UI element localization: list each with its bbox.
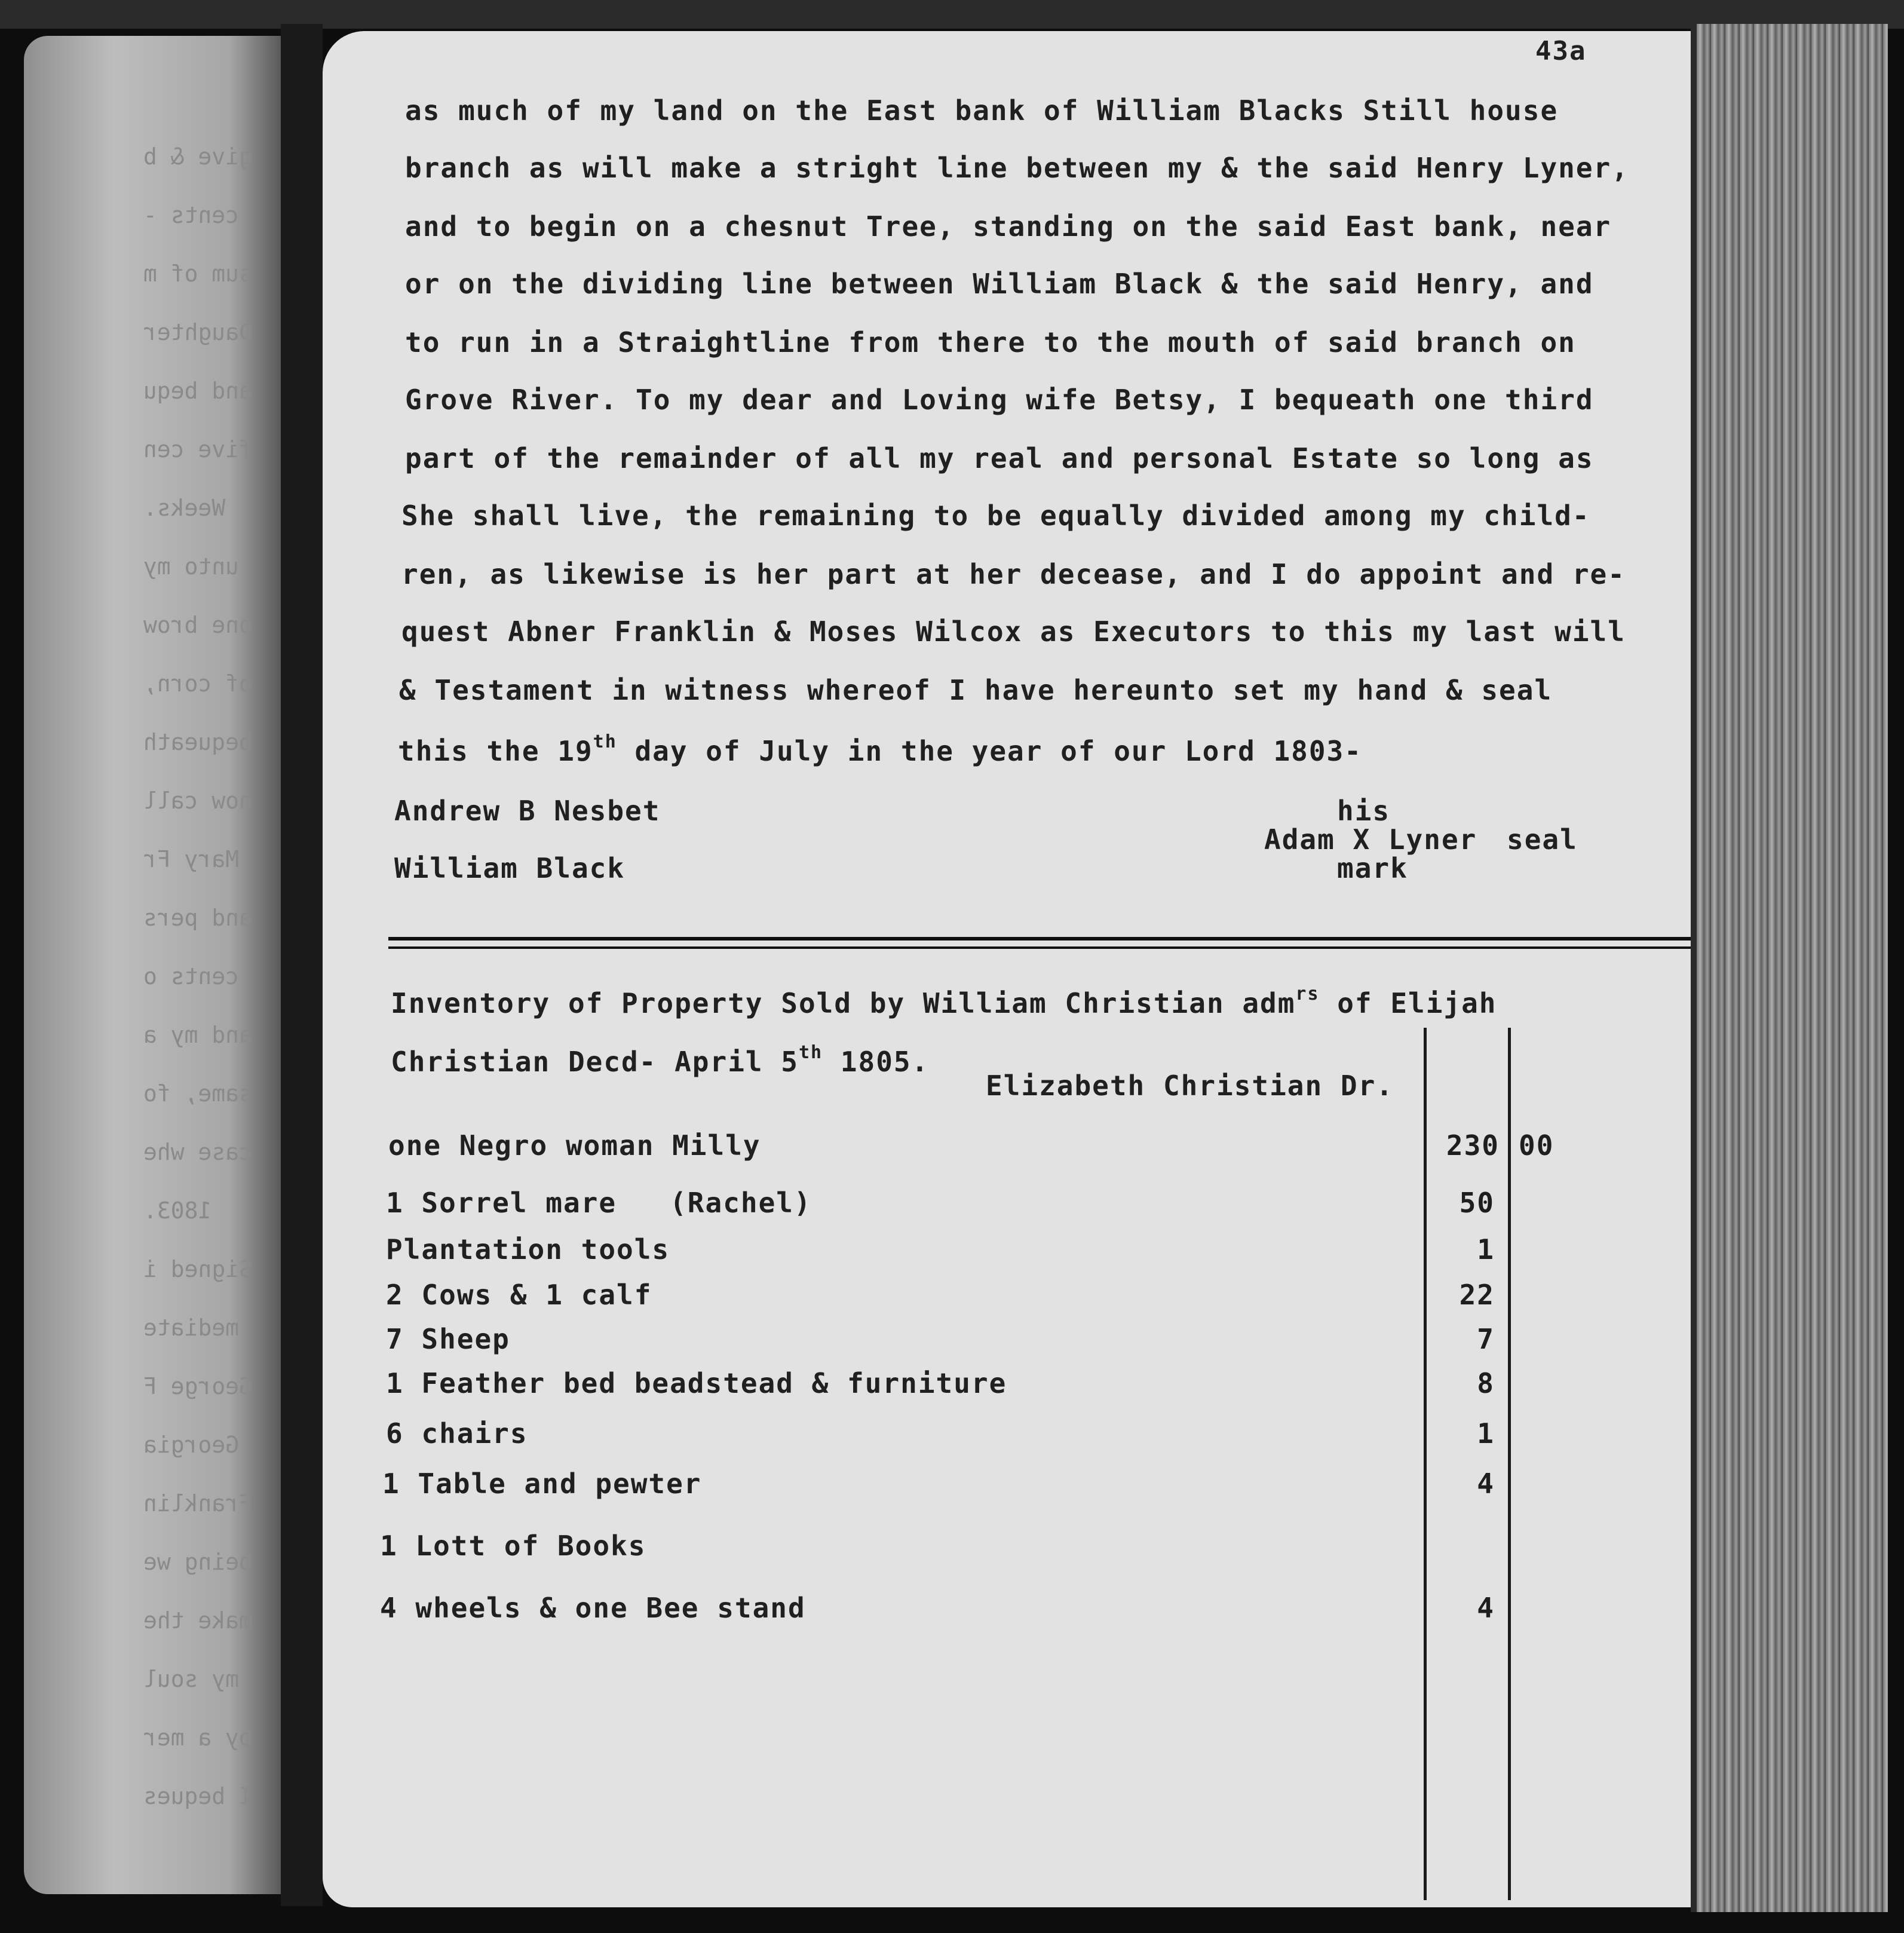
will-line: or on the dividing line between William Black & the said Henry, and <box>405 268 1594 300</box>
signature-mark: mark <box>1337 852 1408 884</box>
divider-rule-top <box>388 937 1691 941</box>
item-amount: 1 <box>1477 1233 1495 1266</box>
item-amount: 7 <box>1477 1323 1495 1355</box>
left-page-fragment: one brow <box>143 612 253 638</box>
divider-rule-bottom <box>388 946 1691 949</box>
inventory-item: 1 Sorrel mare (Rachel) <box>386 1187 812 1219</box>
item-amount: 50 <box>1459 1187 1495 1219</box>
item-cents: 00 <box>1519 1129 1555 1162</box>
book-page-edges <box>1697 24 1888 1912</box>
left-page-fragment: same, fo <box>143 1080 253 1107</box>
left-page-fragment: Georgia <box>143 1432 240 1458</box>
will-line: quest Abner Franklin & Moses Wilcox as Executors to this my last will <box>401 615 1626 648</box>
left-page-fragment: cents - <box>143 202 240 228</box>
left-page-fragment: and pers <box>143 905 253 931</box>
left-page-fragment: unto my <box>143 553 240 580</box>
column-line-cents <box>1508 1028 1511 1900</box>
left-page-fragment: five cen <box>143 436 253 462</box>
left-page-fragment: Signed i <box>143 1256 253 1282</box>
left-page-fragment: and my a <box>143 1022 253 1048</box>
witness-1: Andrew B Nesbet <box>394 795 661 827</box>
left-page-fragment: Daughter <box>143 319 253 345</box>
will-line: She shall live, the remaining to be equally divided among my child- <box>401 500 1590 532</box>
page-number: 43a <box>1535 36 1587 66</box>
will-line: ren, as likewise is her part at her decease, and I do appoint and re- <box>401 558 1626 590</box>
left-page-fragment: case whe <box>143 1139 253 1165</box>
inventory-item: 2 Cows & 1 calf <box>386 1279 652 1311</box>
date-sup: th <box>593 731 617 752</box>
inventory-item: one Negro woman Milly <box>388 1129 761 1162</box>
will-line: part of the remainder of all my real and personal Estate so long as <box>405 442 1594 474</box>
book-gutter <box>281 24 323 1906</box>
inventory-item: Plantation tools <box>386 1233 670 1266</box>
signature-his: his <box>1337 795 1391 827</box>
inventory-item: 1 Table and pewter <box>382 1468 702 1500</box>
inventory-item: 1 Lott of Books <box>380 1530 646 1562</box>
left-page-fragment: my soul <box>143 1666 240 1692</box>
left-page-fragment: Weeks. <box>143 495 226 521</box>
signature-name: Adam X Lyner <box>1264 823 1477 856</box>
date-after: day of July in the year of our Lord 1803- <box>617 735 1362 767</box>
date-before: this the 19 <box>398 735 593 767</box>
inventory-item: 6 chairs <box>386 1417 528 1450</box>
left-page-fragment: Franklin <box>143 1490 253 1517</box>
inventory-heading-2: Christian Decd- April 5th 1805. <box>391 1042 930 1078</box>
item-amount: 4 <box>1477 1468 1495 1500</box>
left-page-fragment: cents o <box>143 963 240 990</box>
will-line: as much of my land on the East bank of William Blacks Still house <box>405 94 1559 127</box>
item-amount: 22 <box>1459 1279 1495 1311</box>
document-page <box>323 31 1697 1907</box>
will-line: branch as will make a stright line between my & the said Henry Lyner, <box>405 152 1629 184</box>
inventory-item: 4 wheels & one Bee stand <box>380 1592 806 1624</box>
left-page-fragment: George F <box>143 1373 253 1399</box>
left-page-fragment: bequeath <box>143 729 253 755</box>
signature-seal: seal <box>1507 823 1578 856</box>
item-amount: 8 <box>1477 1367 1495 1399</box>
item-amount: 230 <box>1446 1129 1500 1162</box>
item-amount: 1 <box>1477 1417 1495 1450</box>
will-line: and to begin on a chesnut Tree, standing on the said East bank, near <box>405 210 1612 243</box>
left-page-fragment: make the <box>143 1607 253 1634</box>
left-page-fragment: give & b <box>143 143 253 170</box>
left-page-fragment: being we <box>143 1549 253 1575</box>
left-page-fragment: now call <box>143 788 253 814</box>
witness-2: William Black <box>394 852 626 884</box>
left-page-fragment: mediate <box>143 1315 240 1341</box>
will-line: Grove River. To my dear and Loving wife Betsy, I bequeath one third <box>405 384 1594 416</box>
debtor-name: Elizabeth Christian Dr. <box>986 1070 1394 1102</box>
left-facing-page <box>24 36 281 1894</box>
inventory-heading-1: Inventory of Property Sold by William Christian adm$^{rs}$ of Elijah <box>391 984 1497 1019</box>
left-page-fragment: Mary Fr <box>143 846 240 872</box>
date-line <box>398 731 1362 767</box>
will-line: & Testament in witness whereof I have hereunto set my hand & seal <box>399 674 1553 706</box>
left-page-fragment: sum of m <box>143 261 253 287</box>
left-page-fragment: 1803. <box>143 1197 212 1224</box>
left-page-fragment: and bequ <box>143 378 253 404</box>
left-page-fragment: I beques <box>143 1783 253 1809</box>
will-line: to run in a Straightline from there to the mouth of said branch on <box>405 326 1576 359</box>
left-page-fragment: by a mer <box>143 1724 253 1751</box>
inventory-item: 1 Feather bed beadstead & furniture <box>386 1367 1007 1399</box>
left-page-fragment: of corn, <box>143 670 253 697</box>
item-amount: 4 <box>1477 1592 1495 1624</box>
inventory-item: 7 Sheep <box>386 1323 510 1355</box>
